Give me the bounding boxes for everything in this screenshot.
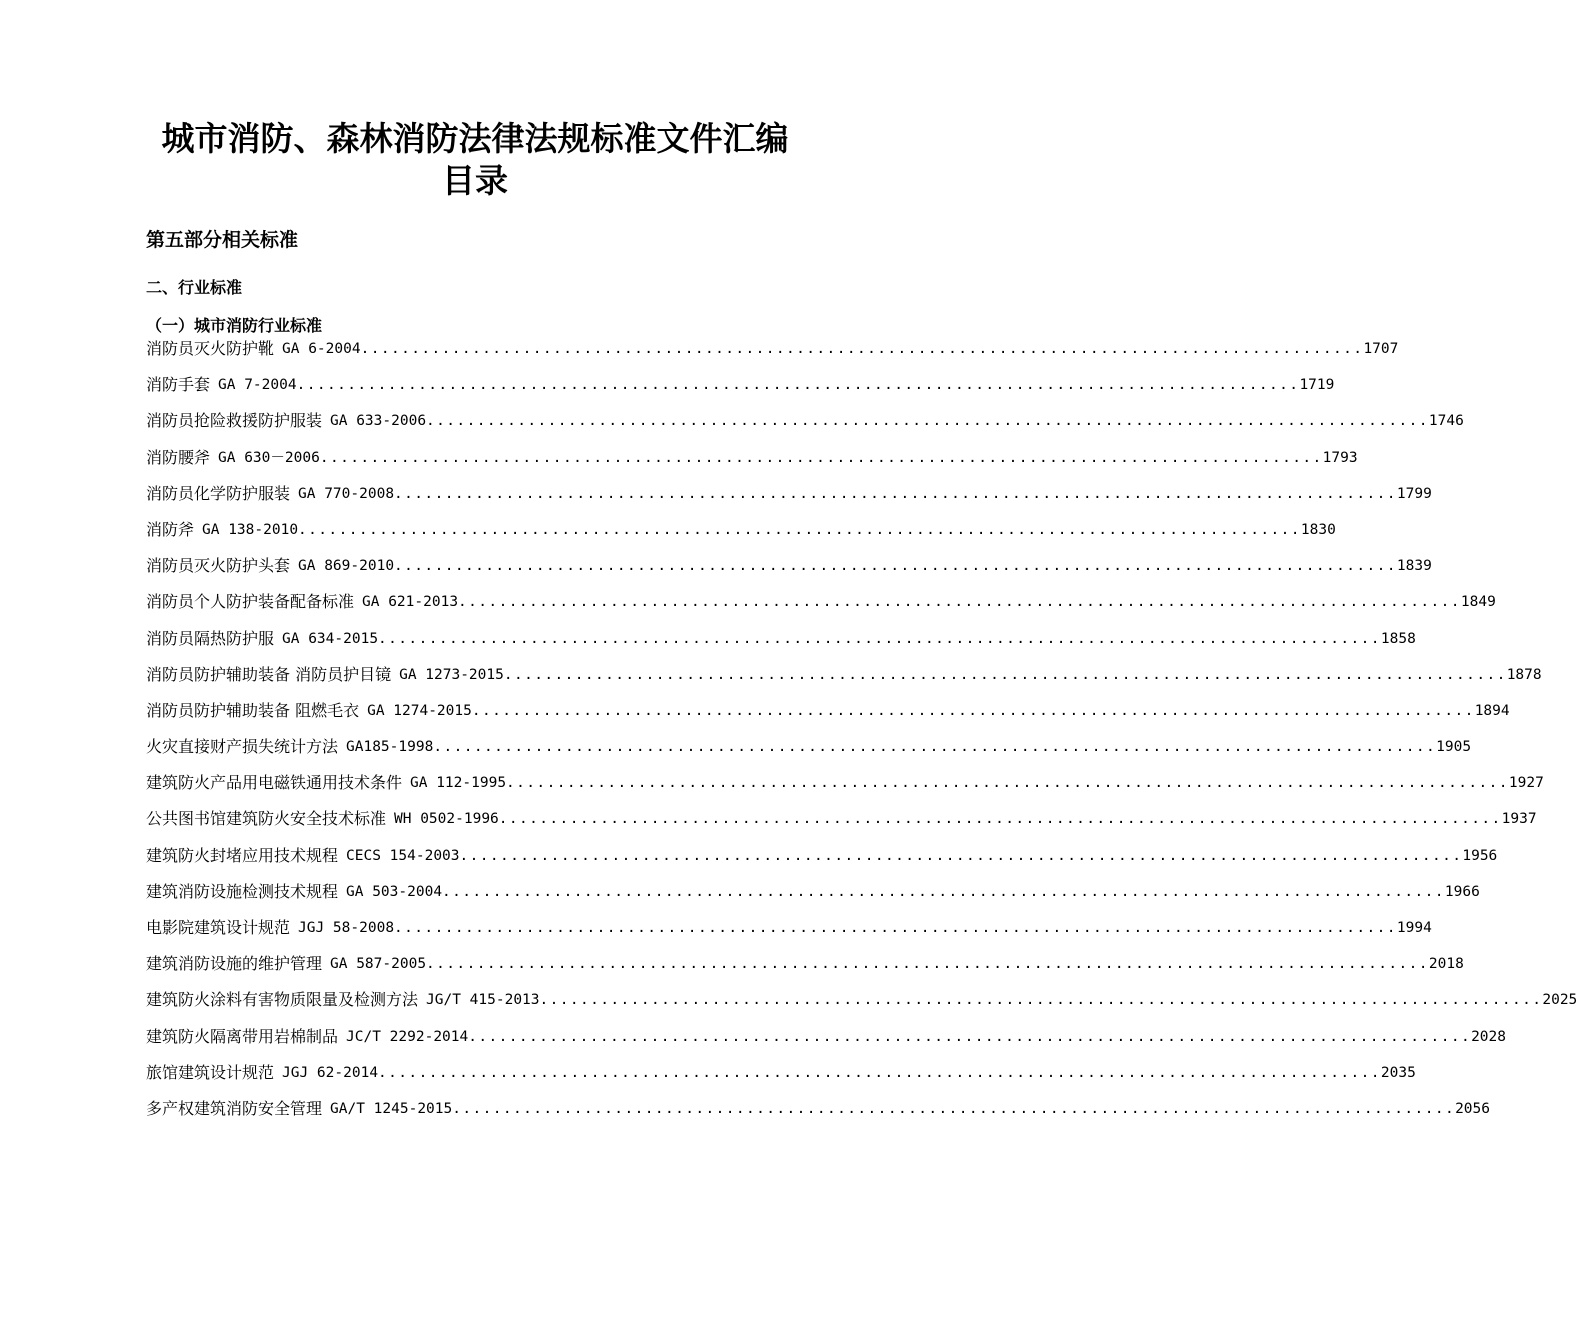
toc-entry[interactable] bbox=[146, 917, 1432, 953]
toc-entry-page: 1894 bbox=[1474, 702, 1510, 719]
toc-entry-title: 建筑防火封堵应用技术规程 bbox=[146, 845, 339, 865]
toc-entry-page: 2035 bbox=[1380, 1064, 1416, 1081]
sub-heading: （一）城市消防行业标准 bbox=[146, 316, 323, 335]
toc-leader-dots: ................................................................................................... bbox=[378, 630, 1381, 647]
toc-entry-page: 1707 bbox=[1363, 341, 1399, 357]
toc-leader-dots: ................................................................................................... bbox=[394, 558, 1397, 575]
toc-entry-page: 2025 bbox=[1542, 992, 1577, 1009]
toc-leader-dots: ................................................................................................... bbox=[498, 811, 1502, 828]
toc-entry[interactable] bbox=[146, 772, 1544, 808]
toc-entry[interactable] bbox=[146, 1098, 1490, 1134]
toc-entry[interactable] bbox=[146, 989, 1577, 1025]
toc-entry-title: 消防斧 bbox=[146, 519, 195, 539]
toc-entry[interactable] bbox=[146, 845, 1498, 881]
toc-entry-code: WH 0502-1996 bbox=[394, 811, 499, 828]
toc-leader-dots: ................................................................................................... bbox=[394, 485, 1397, 502]
toc-leader-dots: ................................................................................................... bbox=[296, 377, 1300, 394]
toc-entry-code: GA185-1998 bbox=[346, 739, 434, 756]
toc-entry[interactable] bbox=[146, 374, 1335, 410]
toc-entry[interactable] bbox=[146, 410, 1464, 446]
toc-entry-page: 1799 bbox=[1396, 485, 1432, 502]
toc-entry-page: 1905 bbox=[1436, 739, 1472, 756]
toc-entry-code: GA 633-2006 bbox=[330, 413, 427, 430]
toc-entry-title: 建筑防火隔离带用岩棉制品 bbox=[146, 1026, 339, 1046]
toc-leader-dots: ................................................................................................... bbox=[471, 702, 1475, 719]
toc-entry-code: GA 7-2004 bbox=[218, 377, 297, 394]
toc-leader-dots: ................................................................................................... bbox=[459, 847, 1463, 864]
toc-entry-code: JGJ 58-2008 bbox=[298, 920, 395, 936]
toc-entry-title: 建筑消防设施检测技术规程 bbox=[146, 881, 339, 901]
toc-entry-title: 消防员防护辅助装备 消防员护目镜 bbox=[146, 664, 392, 684]
toc-entry-code: GA 869-2010 bbox=[298, 558, 395, 575]
toc-entry-title: 建筑防火涂料有害物质限量及检测方法 bbox=[146, 990, 419, 1010]
toc-list bbox=[146, 338, 1577, 1134]
toc-entry-page: 1793 bbox=[1322, 449, 1358, 466]
toc-entry-code: GA 503-2004 bbox=[346, 883, 443, 900]
toc-entry-title: 建筑消防设施的维护管理 bbox=[146, 954, 323, 974]
toc-leader-dots: ................................................................................................... bbox=[503, 666, 1507, 683]
toc-entry-title: 消防腰斧 bbox=[146, 447, 211, 467]
toc-entry-title: 消防员抢险救援防护服装 bbox=[146, 411, 323, 431]
toc-entry-page: 2028 bbox=[1471, 1028, 1506, 1045]
toc-entry-code: GA 138-2010 bbox=[202, 521, 299, 538]
toc-entry-title: 火灾直接财产损失统计方法 bbox=[146, 737, 339, 757]
toc-entry-title: 消防员隔热防护服 bbox=[146, 628, 275, 648]
toc-leader-dots: ................................................................................................... bbox=[298, 521, 1301, 538]
part-heading: 第五部分相关标准 bbox=[146, 229, 299, 251]
toc-entry-title: 旅馆建筑设计规范 bbox=[146, 1062, 275, 1082]
toc-entry-title: 消防员防护辅助装备 阻燃毛衣 bbox=[146, 700, 360, 720]
toc-entry-title: 消防员灭火防护头套 bbox=[146, 556, 291, 576]
toc-entry[interactable] bbox=[146, 591, 1496, 627]
toc-entry[interactable] bbox=[146, 881, 1480, 917]
toc-entry[interactable] bbox=[146, 664, 1542, 700]
section-heading: 二、行业标准 bbox=[146, 278, 243, 297]
toc-entry[interactable] bbox=[146, 736, 1472, 772]
toc-entry[interactable] bbox=[146, 555, 1432, 591]
toc-entry-code: GA 634-2015 bbox=[282, 630, 379, 647]
toc-entry-code: GA/T 1245-2015 bbox=[330, 1100, 453, 1117]
toc-entry-page: 1994 bbox=[1396, 920, 1432, 936]
toc-leader-dots: ................................................................................................... bbox=[426, 413, 1429, 430]
toc-leader-dots: ................................................................................................... bbox=[506, 775, 1509, 792]
toc-entry-page: 1956 bbox=[1462, 847, 1498, 864]
toc-entry-page: 1927 bbox=[1508, 775, 1544, 792]
toc-entry[interactable] bbox=[146, 953, 1464, 989]
toc-entry-code: JC/T 2292-2014 bbox=[346, 1028, 469, 1045]
toc-entry[interactable] bbox=[146, 1062, 1416, 1098]
toc-entry-code: GA 630－2006 bbox=[218, 449, 320, 466]
toc-entry[interactable] bbox=[146, 700, 1510, 736]
toc-entry[interactable] bbox=[146, 519, 1336, 555]
toc-entry[interactable] bbox=[146, 338, 1399, 374]
toc-entry[interactable] bbox=[146, 483, 1432, 519]
toc-entry-title: 建筑防火产品用电磁铁通用技术条件 bbox=[146, 773, 403, 793]
toc-entry-code: GA 587-2005 bbox=[330, 956, 427, 973]
toc-leader-dots: ................................................................................................... bbox=[539, 992, 1543, 1009]
toc-entry-title: 多产权建筑消防安全管理 bbox=[146, 1098, 323, 1118]
toc-entry-page: 2056 bbox=[1455, 1100, 1490, 1117]
toc-entry-code: GA 1273-2015 bbox=[399, 666, 504, 683]
toc-entry-page: 1839 bbox=[1396, 558, 1432, 575]
toc-entry-title: 消防手套 bbox=[146, 375, 211, 395]
toc-entry[interactable] bbox=[146, 808, 1537, 844]
toc-entry-code: GA 621-2013 bbox=[362, 594, 459, 611]
toc-leader-dots: ................................................................................................... bbox=[433, 739, 1437, 756]
toc-title: 目录 bbox=[442, 161, 508, 200]
toc-entry-page: 2018 bbox=[1428, 956, 1464, 973]
toc-entry-title: 公共图书馆建筑防火安全技术标准 bbox=[146, 809, 387, 829]
toc-leader-dots: ................................................................................................... bbox=[360, 341, 1364, 357]
toc-entry-page: 1746 bbox=[1428, 413, 1464, 430]
toc-leader-dots: ................................................................................................... bbox=[319, 449, 1323, 466]
toc-entry-code: JG/T 415-2013 bbox=[426, 992, 540, 1009]
document-title: 城市消防、森林消防法律法规标准文件汇编 bbox=[161, 119, 789, 158]
toc-entry-code: CECS 154-2003 bbox=[346, 847, 460, 864]
toc-entry-page: 1878 bbox=[1506, 666, 1542, 683]
toc-leader-dots: ................................................................................................... bbox=[378, 1064, 1381, 1081]
toc-leader-dots: ................................................................................................... bbox=[442, 883, 1445, 900]
toc-entry-title: 消防员化学防护服装 bbox=[146, 483, 291, 503]
toc-entry-page: 1719 bbox=[1299, 377, 1335, 394]
toc-entry-page: 1849 bbox=[1460, 594, 1496, 611]
toc-entry-page: 1937 bbox=[1501, 811, 1537, 828]
toc-entry-page: 1858 bbox=[1380, 630, 1416, 647]
toc-leader-dots: ................................................................................................... bbox=[426, 956, 1429, 973]
toc-entry-code: GA 1274-2015 bbox=[367, 702, 472, 719]
toc-entry-title: 电影院建筑设计规范 bbox=[146, 918, 291, 937]
toc-leader-dots: ................................................................................................... bbox=[468, 1028, 1472, 1045]
toc-entry[interactable] bbox=[146, 628, 1416, 664]
toc-entry-code: JGJ 62-2014 bbox=[282, 1064, 379, 1081]
toc-leader-dots: ................................................................................................... bbox=[458, 594, 1461, 611]
toc-entry-page: 1966 bbox=[1444, 883, 1480, 900]
toc-entry-page: 1830 bbox=[1300, 521, 1336, 538]
toc-entry-title: 消防员灭火防护靴 bbox=[146, 339, 275, 358]
toc-entry-title: 消防员个人防护装备配备标准 bbox=[146, 592, 355, 612]
toc-leader-dots: ................................................................................................... bbox=[394, 920, 1397, 936]
toc-entry[interactable] bbox=[146, 1026, 1506, 1062]
toc-entry-code: GA 770-2008 bbox=[298, 485, 395, 502]
toc-entry-code: GA 112-1995 bbox=[410, 775, 507, 792]
toc-entry-code: GA 6-2004 bbox=[282, 341, 361, 357]
toc-entry[interactable] bbox=[146, 447, 1358, 483]
toc-leader-dots: ................................................................................................... bbox=[452, 1100, 1456, 1117]
